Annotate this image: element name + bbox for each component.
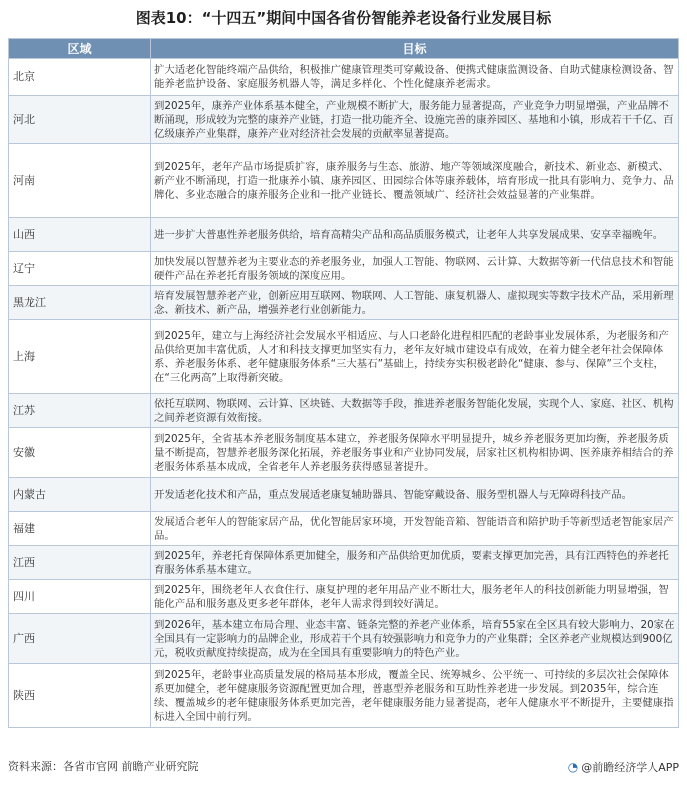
region-cell: 河南 [9,144,151,218]
goal-cell: 培育发展智慧养老产业，创新应用互联网、物联网、人工智能、康复机器人、虚拟现实等数字技术产品，采用新理念、新技术、新产品，增强养老行业创新能力。 [151,286,679,320]
goal-cell: 到2025年，养老托育保障体系更加健全，服务和产品供给更加优质，要素支撑更加完善，具有江西特色的养老托育服务体系基本建立。 [151,546,679,580]
chart-title: 图表10：“十四五”期间中国各省份智能养老设备行业发展目标 [135,9,552,27]
region-cell: 河北 [9,96,151,144]
brand-mark [568,758,679,776]
goal-cell: 加快发展以智慧养老为主要业态的养老服务业，加强人工智能、物联网、云计算、大数据等新一代信息技术和智能硬件产品在养老托育服务领域的深度应用。 [151,252,679,286]
region-cell: 福建 [9,512,151,546]
goal-cell: 扩大适老化智能终端产品供给，积极推广健康管理类可穿戴设备、便携式健康监测设备、自助式健康检测设备、智能养老监护设备、家庭服务机器人等，满足多样化、个性化健康养老需求。 [151,59,679,96]
region-cell: 陕西 [9,664,151,728]
table-row [9,96,679,144]
region-cell: 辽宁 [9,252,151,286]
table-row [9,144,679,218]
table-body [9,59,679,728]
table-row [9,580,679,614]
goal-cell: 进一步扩大普惠性养老服务供给，培育高精尖产品和高品质服务模式，让老年人共享发展成果、安享幸福晚年。 [151,218,679,252]
region-cell: 黑龙江 [9,286,151,320]
table-row [9,252,679,286]
region-cell: 江西 [9,546,151,580]
header-goal: 目标 [151,39,679,59]
brand-name: @前瞻经济学人APP [581,761,679,774]
goals-table [8,38,679,728]
region-cell: 广西 [9,614,151,664]
goal-cell: 到2025年，康养产业体系基本健全，产业规模不断扩大，服务能力显著提高，产业竞争力明显增强，产业品牌不断涌现，形成较为完整的康养产业链，打造一批功能齐全、设施完善的康养园区、基地和小镇，形成若干千亿、百亿级康养产业集群，康养产业对经济社会发展的贡献率显著提高。 [151,96,679,144]
goal-cell: 发展适合老年人的智能家居产品，优化智能居家环境，开发智能音箱、智能语音和陪护助手等新型适老智能家居产品。 [151,512,679,546]
table-row [9,218,679,252]
table-row [9,286,679,320]
table-row [9,512,679,546]
region-cell: 上海 [9,320,151,394]
region-cell: 安徽 [9,428,151,478]
region-cell: 山西 [9,218,151,252]
goal-cell: 到2025年，建立与上海经济社会发展水平相适应、与人口老龄化进程相匹配的老龄事业发展体系，为老服务和产品供给更加丰富优质，人才和科技支撑更加坚实有力，老年友好城市建设卓有成效，在着力健全老年社会保障体系、养老服务体系、老年健康服务体系“三大基石”基础上，持续夯实积极老龄化“健康、参与、保障”三个支柱，在“三化两高”上取得新突破。 [151,320,679,394]
goal-cell: 到2025年，围绕老年人衣食住行、康复护理的老年用品产业不断壮大，服务老年人的科技创新能力明显增强，智能化产品和服务惠及更多老年群体，老年人需求得到较好满足。 [151,580,679,614]
table-row [9,394,679,428]
region-cell: 四川 [9,580,151,614]
table-row [9,614,679,664]
table-row [9,478,679,512]
footer [8,758,679,776]
table-header-row [9,39,679,59]
region-cell: 北京 [9,59,151,96]
region-cell: 江苏 [9,394,151,428]
table-row [9,546,679,580]
table-row [9,428,679,478]
goal-cell: 依托互联网、物联网、云计算、区块链、大数据等手段，推进养老服务智能化发展，实现个人、家庭、社区、机构之间养老资源有效衔接。 [151,394,679,428]
table-row [9,664,679,728]
source-note: 资料来源：各省市官网 前瞻产业研究院 [8,760,199,773]
goal-cell: 到2025年，全省基本养老服务制度基本建立，养老服务保障水平明显提升，城乡养老服务更加均衡，养老服务质量不断提高，智慧养老服务深化拓展，养老服务事业和产业协同发展，居家社区机构相协调、医养康养相结合的养老服务体系基本成成，全省老年人养老服务获得感显著提升。 [151,428,679,478]
goal-cell: 到2026年，基本建立布局合理、业态丰富、链条完整的养老产业体系，培育55家在全区具有较大影响力、20家在全国具有一定影响力的品牌企业，形成若干个具有较强影响力和竞争力的产业集群；全区养老产业规模达到900亿元，税收贡献度持续提高，成为在全国具有重要影响力的特色产业。 [151,614,679,664]
goal-cell: 到2025年，老龄事业高质量发展的格局基本形成，覆盖全民、统筹城乡、公平统一、可持续的多层次社会保障体系更加健全，老年健康服务资源配置更加合理，普惠型养老服务和互助性养老进一步发展。到2035年，综合连续、覆盖城乡的老年健康服务体系更加完善，老年健康服务能力显著提高，老年人健康水平不断提升，主要健康指标进入全国中前行列。 [151,664,679,728]
table-row [9,320,679,394]
goal-cell: 到2025年，老年产品市场提质扩容，康养服务与生态、旅游、地产等领域深度融合，新技术、新业态、新模式、新产业不断涌现，打造一批康养小镇、康养园区、田园综合体等康养载体，培育形成一批具有影响力、竞争力、品牌化、多业态融合的康养服务企业和一批产业链长、覆盖领域广、经济社会效益显著的产业集群。 [151,144,679,218]
region-cell: 内蒙古 [9,478,151,512]
table-row [9,59,679,96]
goal-cell: 开发适老化技术和产品，重点发展适老康复辅助器具、智能穿戴设备、服务型机器人与无障碍科技产品。 [151,478,679,512]
brand-logo-icon: ◔ [567,760,579,774]
header-region: 区域 [9,39,151,59]
